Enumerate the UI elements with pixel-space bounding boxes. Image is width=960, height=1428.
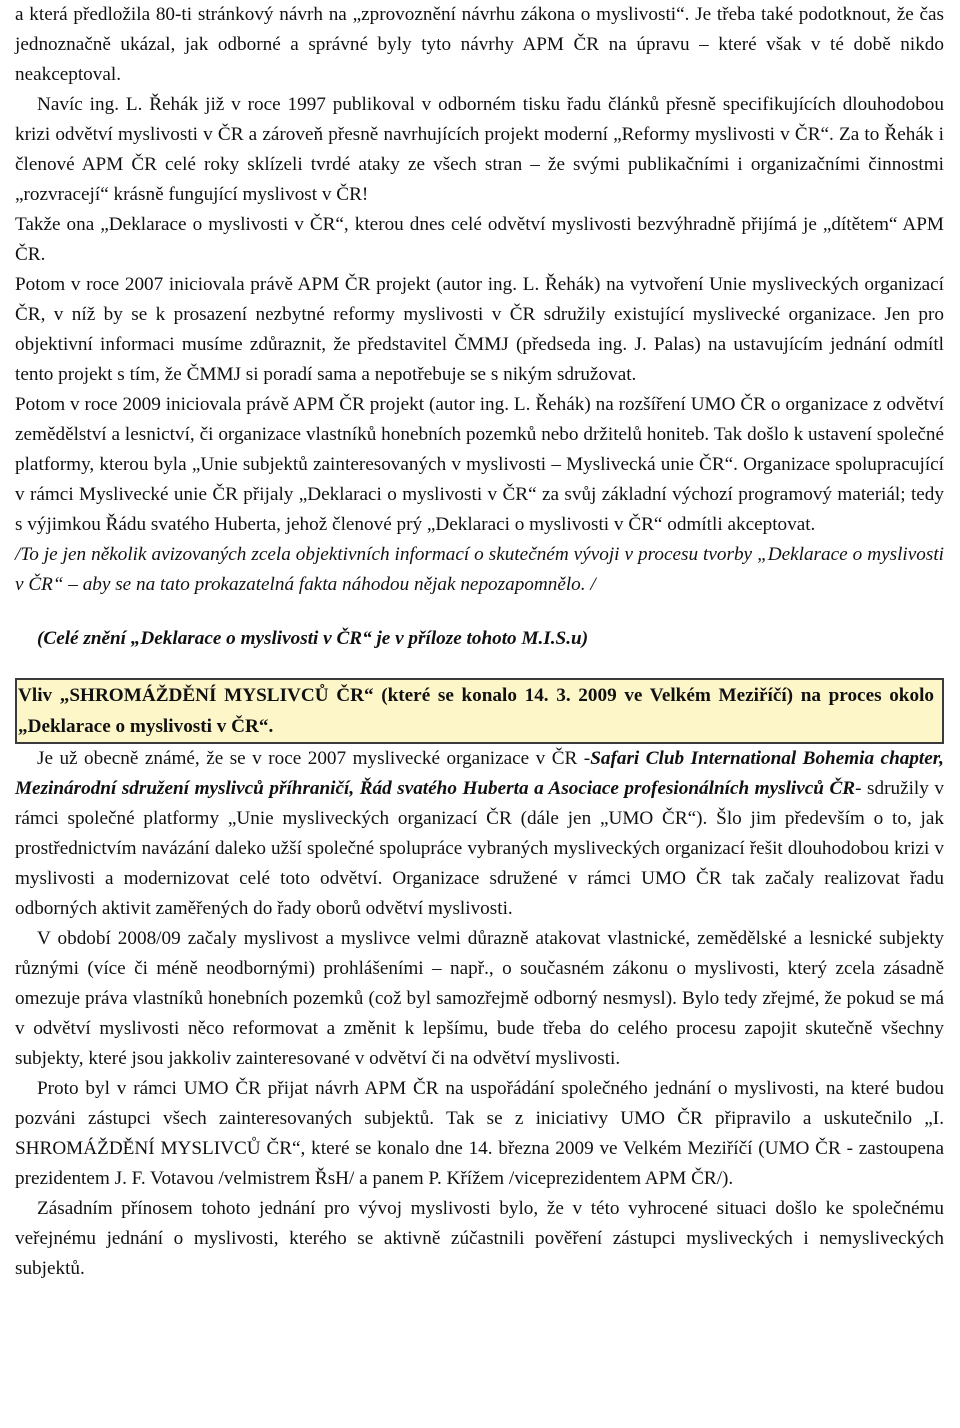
paragraph-assembly: Proto byl v rámci UMO ČR přijat návrh APM ČR na uspořádání společného jednání o myslivosti, na které budou pozváni zástupci všech zainteresovaných subjektů. Tak se z iniciativy UMO ČR připravilo a uskutečnilo „I. SHROMÁŽDĚNÍ MYSLIVCŮ ČR“, které se konalo dne 14. března 2009 ve Velkém Meziříčí (UMO ČR - zastoupena prezidentem J. F. Votavou /velmistrem ŘsH/ a panem P. Křížem /viceprezidentem APM ČR/). bbox=[15, 1078, 944, 1189]
section-heading: Vliv „SHROMÁŽDĚNÍ MYSLIVCŮ ČR“ (které se konalo 14. 3. 2009 ve Velkém Meziříčí) na proces okolo „Deklarace o myslivosti v ČR“. bbox=[18, 685, 934, 737]
paragraph-italic-note: /To je jen několik avizovaných zcela objektivních informací o skutečném vývoji v procesu tvorby „Deklarace o myslivosti v ČR“ – aby se na tato prokazatelná fakta náhodou nějak nepozapomnělo. / bbox=[15, 544, 944, 595]
paragraph-umo-founding-end: - sdružily v rámci společné platformy „Unie mysliveckých organizací ČR (dále jen „UMO ČR“). Šlo jim především o to, jak prostřednictvím navázání daleko užší společné spolupráce vybraných mysliveckých organizací řešit dlouhodobou krizi v myslivosti a modernizovat celé toto odvětví. Organizace sdružené v rámci UMO ČR tak začaly realizovat řadu odborných aktivit zaměřených do řady oborů odvětví myslivosti. bbox=[15, 778, 944, 919]
paragraph-full-text-note: (Celé znění „Deklarace o myslivosti v ČR“ je v příloze tohoto M.I.S.u) bbox=[37, 628, 589, 649]
paragraph-assembly-benefit: Zásadním přínosem tohoto jednání pro vývoj myslivosti bylo, že v této vyhrocené situaci došlo ke společnému veřejnému jednání o myslivosti, kterého se aktivně zúčastnili pověření zástupci mysliveckých i nemysliveckých subjektů. bbox=[15, 1198, 944, 1279]
paragraph-declaration-origin: Takže ona „Deklarace o myslivosti v ČR“, kterou dnes celé odvětví myslivosti bezvýhradně přijímá je „dítětem“ APM ČR. bbox=[15, 214, 944, 265]
paragraph-apm-proposal: a která předložila 80-ti stránkový návrh na „zprovoznění návrhu zákona o myslivosti“. Je třeba také podotknout, že čas jednoznačně ukázal, jak odborné a správné byly tyto návrhy APM ČR na úpravu – které však v té době nikdo neakceptoval. bbox=[15, 4, 944, 85]
section-heading-box bbox=[15, 678, 944, 744]
paragraph-umo-founding bbox=[15, 744, 944, 924]
organization-names: Safari Club International Bohemia chapter, Mezinárodní sdružení myslivců příhraničí, Řád svatého Huberta a Asociace profesionálních myslivců ČR bbox=[15, 748, 944, 799]
paragraph-2008-attacks: V období 2008/09 začaly myslivost a myslivce velmi důrazně atakovat vlastnické, zemědělské a lesnické subjekty různými (více či méně neodbornými) prohlášeními – např., o současném zákonu o myslivosti, který zcela zásadně omezuje práva vlastníků honebních pozemků (což byl samozřejmě odborný nesmysl). Bylo tedy zřejmé, že pokud se má v odvětví myslivosti něco reformovat a změnit k lepšímu, bude třeba do celého procesu zapojit skutečně všechny subjekty, které jsou jakkoliv zainteresované v odvětví či na odvětví myslivosti. bbox=[15, 928, 944, 1069]
spacer bbox=[15, 654, 944, 678]
paragraph-umo-founding-start: Je už obecně známé, že se v roce 2007 myslivecké organizace v ČR - bbox=[37, 748, 591, 769]
paragraph-rehak-articles: Navíc ing. L. Řehák již v roce 1997 publikoval v odborném tisku řadu článků přesně specifikujících dlouhodobou krizi odvětví myslivosti v ČR a zároveň přesně navrhujících projekt moderní „Reformy myslivosti v ČR“. Za to Řehák i členové APM ČR celé roky sklízeli tvrdé ataky ze všech stran – že svými publikačními i organizačními činnostmi „rozvracejí“ krásně fungující myslivost v ČR! bbox=[15, 94, 944, 205]
spacer bbox=[15, 600, 944, 624]
paragraph-umo-2007: Potom v roce 2007 iniciovala právě APM ČR projekt (autor ing. L. Řehák) na vytvoření Unie mysliveckých organizací ČR, v níž by se k prosazení nezbytné reformy myslivosti v ČR sdružily existující myslivecké organizace. Jen pro objektivní informaci musíme zdůraznit, že představitel ČMMJ (předseda ing. J. Palas) na ustavujícím jednání odmítl tento projekt s tím, že ČMMJ si poradí sama a nepotřebuje se s nikým sdružovat. bbox=[15, 274, 944, 385]
paragraph-umo-2009: Potom v roce 2009 iniciovala právě APM ČR projekt (autor ing. L. Řehák) na rozšíření UMO ČR o organizace z odvětví zemědělství a lesnictví, či organizace vlastníků honebních pozemků nebo držitelů honiteb. Tak došlo k ustavení společné platformy, kterou byla „Unie subjektů zainteresovaných v myslivosti – Myslivecká unie ČR“. Organizace spolupracující v rámci Myslivecké unie ČR přijaly „Deklaraci o myslivosti v ČR“ za svůj základní výchozí programový materiál; tedy s výjimkou Řádu svatého Huberta, jehož členové prý „Deklaraci o myslivosti v ČR“ odmítli akceptovat. bbox=[15, 394, 944, 535]
